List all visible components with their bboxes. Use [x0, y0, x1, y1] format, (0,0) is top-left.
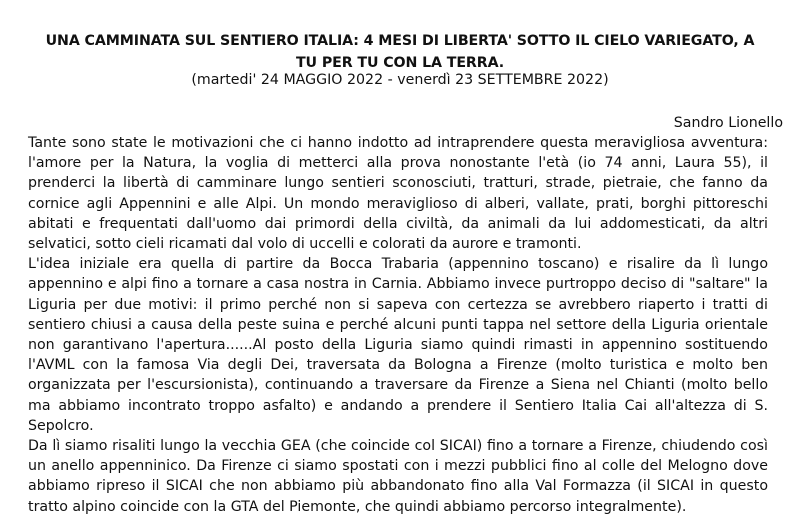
document-body	[28, 133, 768, 517]
body-paragraph: Tante sono state le motivazioni che ci hanno indotto ad intraprendere questa meravigliosa avventura: l'amore per la Natura, la voglia di metterci alla prova nonostante l'età (io 74 anni, Laura 55), il prenderci la libertà di camminare lungo sentieri sconosciuti, tratturi, strade, pietraie, che fanno da cornice agli Appennini e alle Alpi. Un mondo meraviglioso di alberi, vallate, prati, borghi pittoreschi abitati e frequentati dall'uomo dai primordi della civiltà, da animali da lui addomesticati, da altri selvatici, sotto cieli ricamati dal volo di uccelli e colorati da aurore e tramonti.	[28, 135, 768, 253]
document-dates: (martedi' 24 MAGGIO 2022 - venerdì 23 SETTEMBRE 2022)	[191, 72, 609, 88]
body-paragraph: L'idea iniziale era quella di partire da Bocca Trabaria (appennino toscano) e risalire da lì lungo appennino e alpi fino a tornare a casa nostra in Carnia. Abbiamo invece purtroppo deciso di "saltare" la Liguria per due motivi: il primo perché non si sapeva con certezza se avrebbero riaperto i tratti di sentiero chiusi a causa della peste suina e perché alcuni punti tappa nel settore della Liguria orientale non garantivano l'apertura......Al posto della Liguria siamo quindi rimasti in appennino sostituendo l'AVML con la famosa Via degli Dei, traversata da Bologna a Firenze (molto turistica e molto ben organizzata per l'escursionista), continuando a traversare da Firenze a Siena nel Chianti (molto bello ma abbiamo incontrato troppo asfalto) e andando a prendere il Sentiero Italia Cai all'altezza di S. Sepolcro.	[28, 256, 768, 434]
body-paragraph: Da lì siamo risaliti lungo la vecchia GEA (che coincide col SICAI) fino a tornare a Firenze, chiudendo così un anello appenninico. Da Firenze ci siamo spostati con i mezzi pubblici fino al colle del Melogno dove abbiamo ripreso il SICAI che non abbiamo più abbandonato fino alla Val Formazza (il SICAI in questo tratto alpino coincide con la GTA del Piemonte, che quindi abbiamo percorso integralmente).	[28, 438, 768, 515]
document-author: Sandro Lionello	[673, 115, 783, 131]
document-title: UNA CAMMINATA SUL SENTIERO ITALIA: 4 MESI DI LIBERTA' SOTTO IL CIELO VARIEGATO, A TU PER TU CON LA TERRA.	[45, 33, 755, 71]
